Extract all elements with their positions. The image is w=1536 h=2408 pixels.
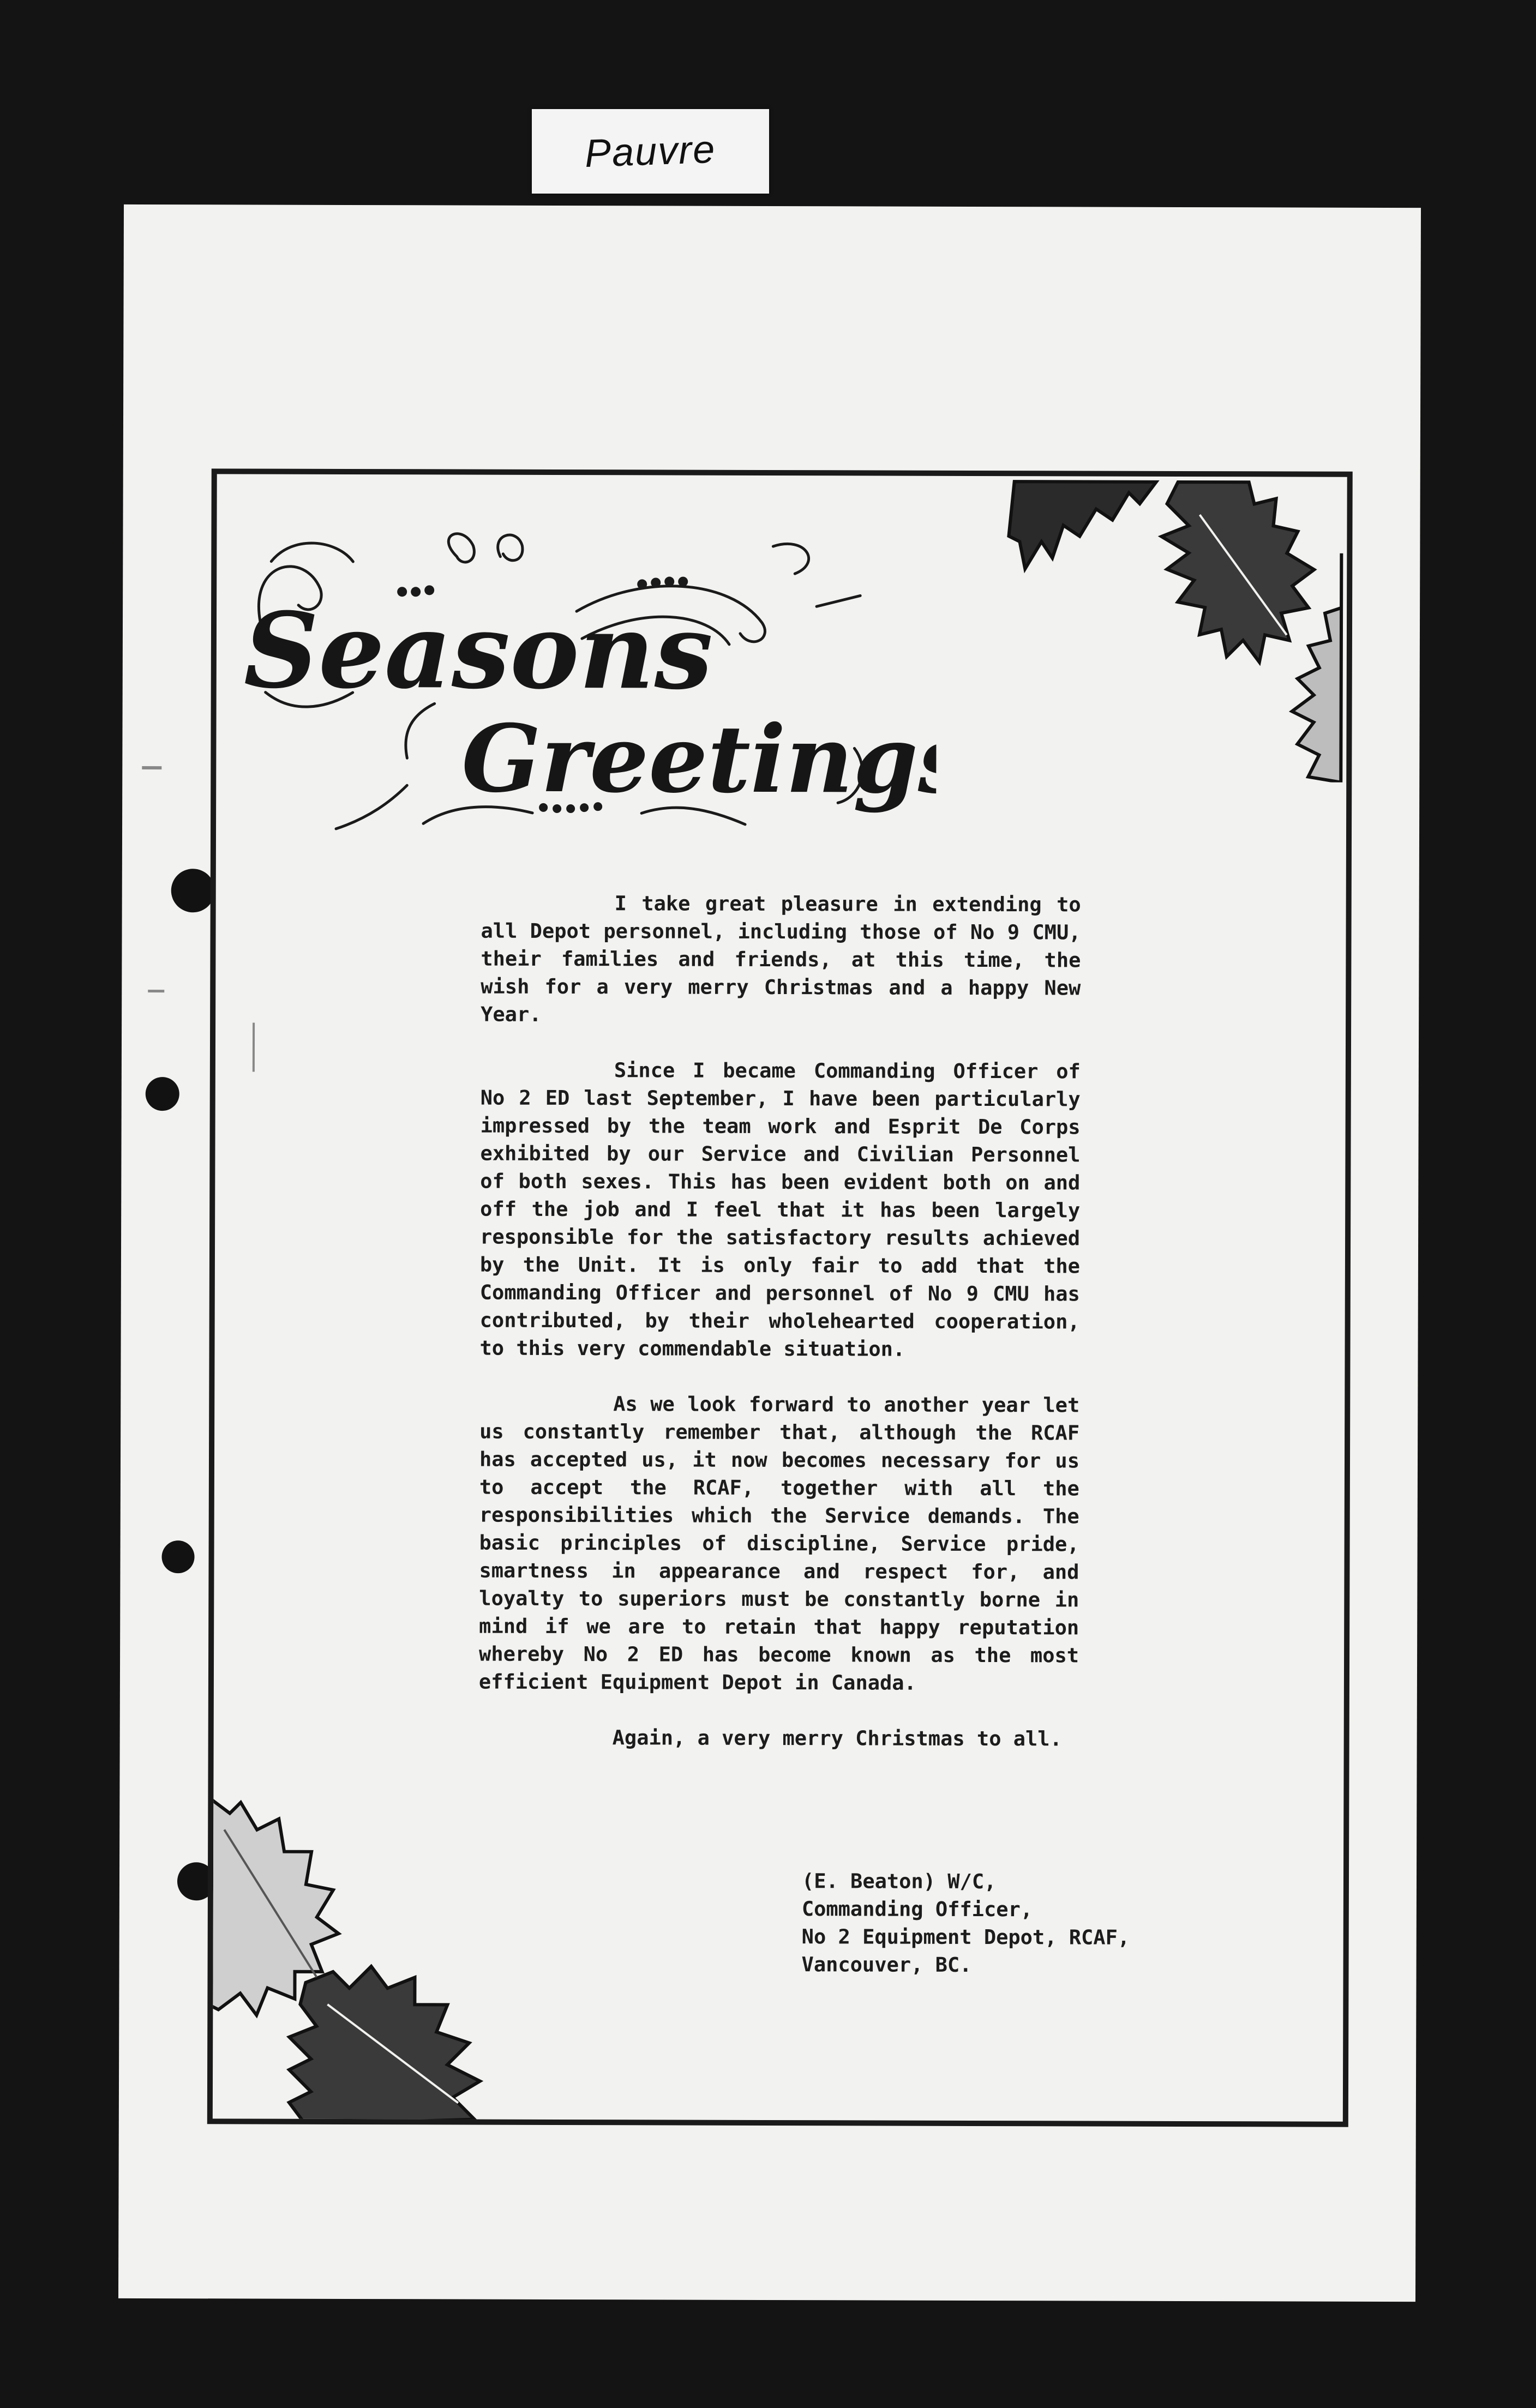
scratch-mark: [148, 990, 164, 992]
signature-unit: No 2 Equipment Depot, RCAF,: [801, 1925, 1130, 1949]
signature-block: [802, 1867, 1217, 1979]
scratch-mark: [142, 766, 161, 769]
letter-paragraph: As we look forward to another year let us constantly remember that, although the RCAF has accepted us, it now becomes necessary for us to accept the RCAF, together with all the responsibilities which the Service demands. The basic principles of discipline, Service pride, smartness in appearance and respect for, and loyalty to superiors must be constantly borne in mind if we are to retain that happy reputation whereby No 2 ED has become known as the most efficient Equipment Depot in Canada.: [478, 1392, 1080, 1695]
seasons-greetings-heading: [227, 528, 937, 841]
tag-label: Pauvre: [584, 127, 717, 176]
holly-leaves-bottom-left: [207, 1797, 514, 2124]
signature-title: Commanding Officer,: [801, 1897, 1033, 1922]
letter-paragraph: I take great pleasure in extending to all Depot personnel, including those of No 9 CMU, their families and friends, at this time, the wish for a very merry Christmas and a happy New Year.: [481, 892, 1081, 1026]
greeting-artwork: [227, 528, 937, 841]
letter-paragraph: Again, a very merry Christmas to all.: [612, 1726, 1062, 1751]
punch-hole: [171, 869, 215, 912]
signature-location: Vancouver, BC.: [801, 1953, 972, 1977]
handwritten-tag: [532, 109, 769, 194]
punch-hole: [161, 1540, 194, 1573]
holly-leaves-top-right: [992, 471, 1352, 782]
punch-hole: [146, 1077, 179, 1111]
greeting-line-seasons: Seasons: [243, 589, 713, 713]
decorative-border: [207, 468, 1353, 2127]
letter-body: [478, 889, 1081, 1781]
letter-page: [118, 204, 1421, 2302]
greeting-line-greetings: Greetings: [461, 704, 937, 815]
letter-paragraph: Since I became Commanding Officer of No 2 ED last September, I have been particularly impressed by the team work and Esprit De Corps exhibited by our Service and Civilian Personnel of both sexes. This has been evident both on and off the job and I feel that it has been largely responsible for the satisfactory results achieved by the Unit. It is only fair to add that the Commanding Officer and personnel of No 9 CMU has contributed, by their wholehearted cooperation, to this very commendable situation.: [479, 1058, 1081, 1361]
signature-name: (E. Beaton) W/C,: [801, 1869, 997, 1894]
